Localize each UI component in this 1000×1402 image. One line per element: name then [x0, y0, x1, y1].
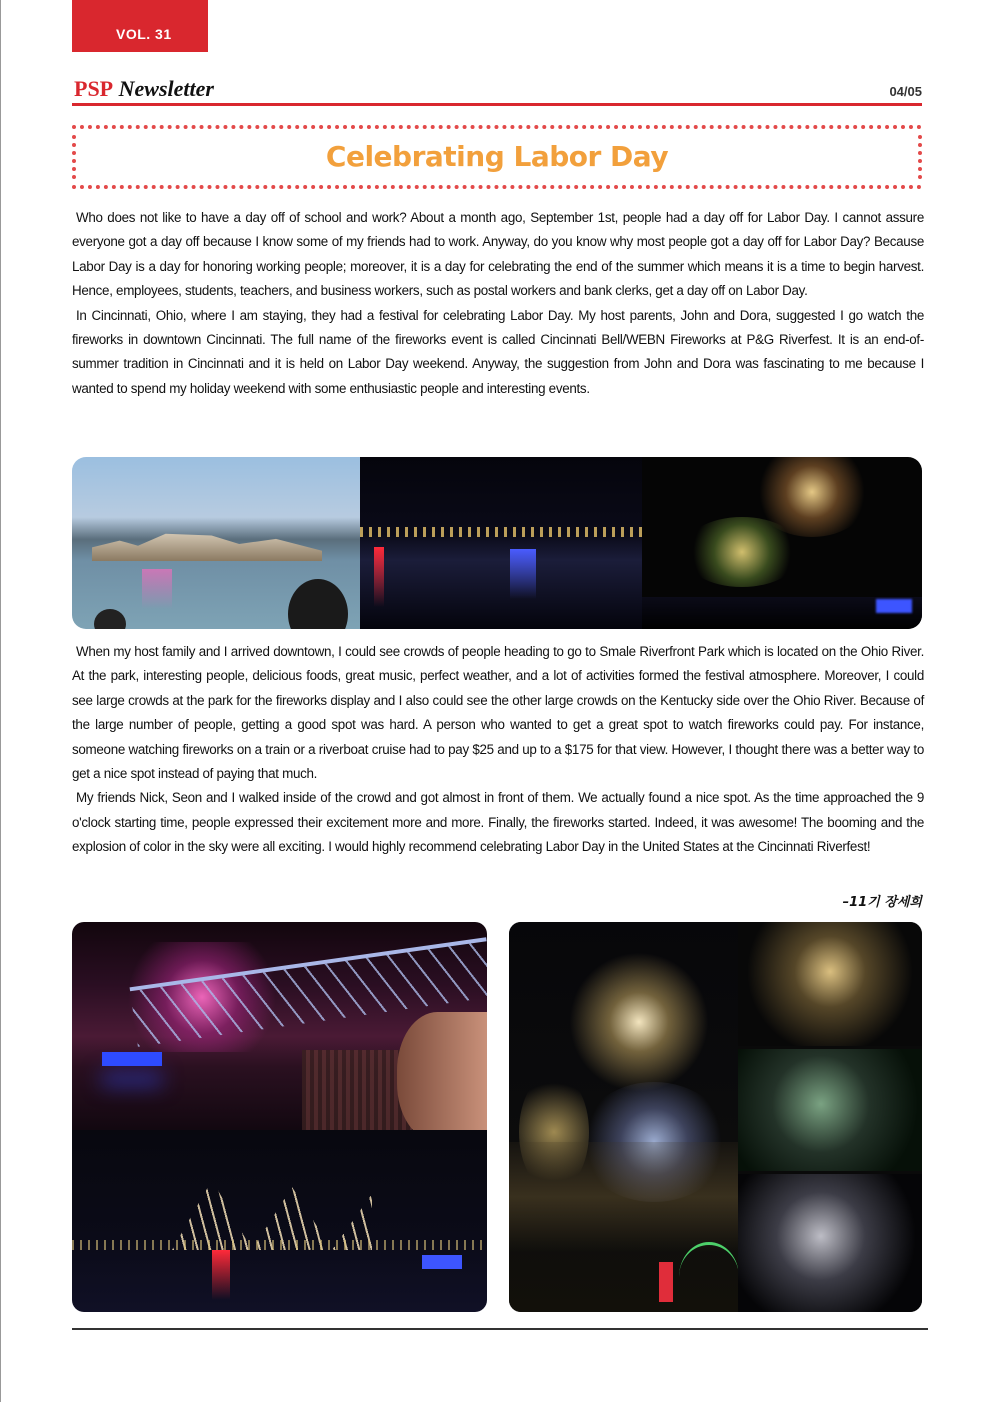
crowd	[302, 1050, 412, 1130]
spectator-face	[397, 1012, 487, 1142]
brand-newsletter: Newsletter	[118, 76, 214, 101]
firework-burst	[682, 517, 802, 587]
newsletter-brand	[74, 76, 214, 102]
smoke-haze	[509, 1142, 738, 1252]
riverfront-photo-strip	[72, 457, 922, 629]
page-number: 04/05	[889, 84, 922, 99]
fireworks-photo-white	[738, 1174, 922, 1312]
title-frame	[72, 125, 922, 189]
blue-riverboat	[102, 1052, 162, 1066]
blue-riverboat	[422, 1255, 462, 1269]
spectator-silhouette	[94, 609, 126, 629]
bridge-fireworks-collage	[72, 922, 487, 1312]
paragraph: When my host family and I arrived downtown, I could see crowds of people heading to go to Smale Riverfront Park which is located on the Ohio River. At the park, interesting people, delicious foods, great music, perfect weather, and a lot of activities formed the festival atmosphere. Moreover, I could see large crowds at the park for the fireworks display and I also could see the other large crowds on the Kentucky side over the Ohio River. Because of the large number of people, getting a good spot was hard. A person who wanted to get a great spot to watch fireworks could pay. For instance, someone watching fireworks on a train or a riverboat cruise had to pay $25 and up to a $175 for that view. However, I thought there was a better way to get a nice spot instead of paying that much.	[72, 644, 924, 782]
fireworks-photo	[642, 457, 922, 629]
city-lights	[72, 1240, 487, 1250]
paragraph: Who does not like to have a day off of school and work? About a month ago, September 1st, people had a day off for Labor Day. I cannot assure everyone got a day off because I know some of my friends had to work. Anyway, do you know why most people got a day off for Labor Day? Because Labor Day is a day for honoring working people; moreover, it is a day for celebrating the end of the summer which means it is a time to begin harvest. Hence, employees, students, teachers, and business workers, such as postal workers and bank clerks, get a day off on Labor Day.	[72, 210, 924, 299]
page-edge	[0, 0, 1, 1402]
light-reflection	[142, 569, 172, 609]
blue-boat-reflection	[510, 549, 536, 599]
footer-divider	[72, 1328, 928, 1330]
city-skyline	[92, 527, 322, 561]
newsletter-header	[72, 76, 922, 106]
article-body-top	[72, 206, 924, 401]
fireworks-collage	[509, 922, 922, 1312]
article-author: –11기 장세희	[842, 895, 922, 910]
fireworks-main-photo	[509, 922, 738, 1312]
red-reflection	[212, 1250, 230, 1300]
brand-psp: PSP	[74, 76, 114, 101]
paragraph: My friends Nick, Seon and I walked inside of the crowd and got almost in front of them. We actually found a nice spot. As the time approached the 9 o'clock starting time, people expressed their excitement more and more. Finally, the fireworks started. Indeed, it was awesome! The booming and the explosion of color in the sky were all exciting. I would highly recommend celebrating Labor Day in the United States at the Cincinnati Riverfest!	[72, 790, 924, 855]
riverfront-night-photo	[360, 457, 642, 629]
riverfront-dusk-photo	[72, 457, 360, 629]
paragraph: In Cincinnati, Ohio, where I am staying, they had a festival for celebrating Labor Day. My host parents, John and Dora, suggested I go watch the fireworks in downtown Cincinnati. The full name of the fireworks event is called Cincinnati Bell/WEBN Fireworks at P&G Riverfest. It is an end-of-summer tradition in Cincinnati and it is held on Labor Day weekend. Anyway, the suggestion from John and Dora was fascinating to me because I wanted to spend my holiday weekend with some enthusiastic people and interesting events.	[72, 307, 924, 396]
boat-lights	[876, 599, 912, 613]
river-fireworks-photo	[72, 1130, 487, 1312]
red-reflection	[374, 547, 384, 607]
spectator-silhouette	[288, 579, 348, 629]
red-light	[659, 1262, 673, 1302]
fireworks-photo-gold	[738, 922, 922, 1046]
header-divider	[72, 103, 922, 106]
bridge-fireworks-photo	[72, 922, 487, 1130]
article-title: Celebrating Labor Day	[325, 140, 669, 173]
green-arch	[679, 1242, 739, 1312]
firework-burst	[569, 952, 709, 1092]
fireworks-photo-green	[738, 1049, 922, 1171]
article-body-bottom	[72, 640, 924, 860]
city-lights	[360, 527, 642, 537]
volume-tab: VOL. 31	[72, 0, 208, 52]
